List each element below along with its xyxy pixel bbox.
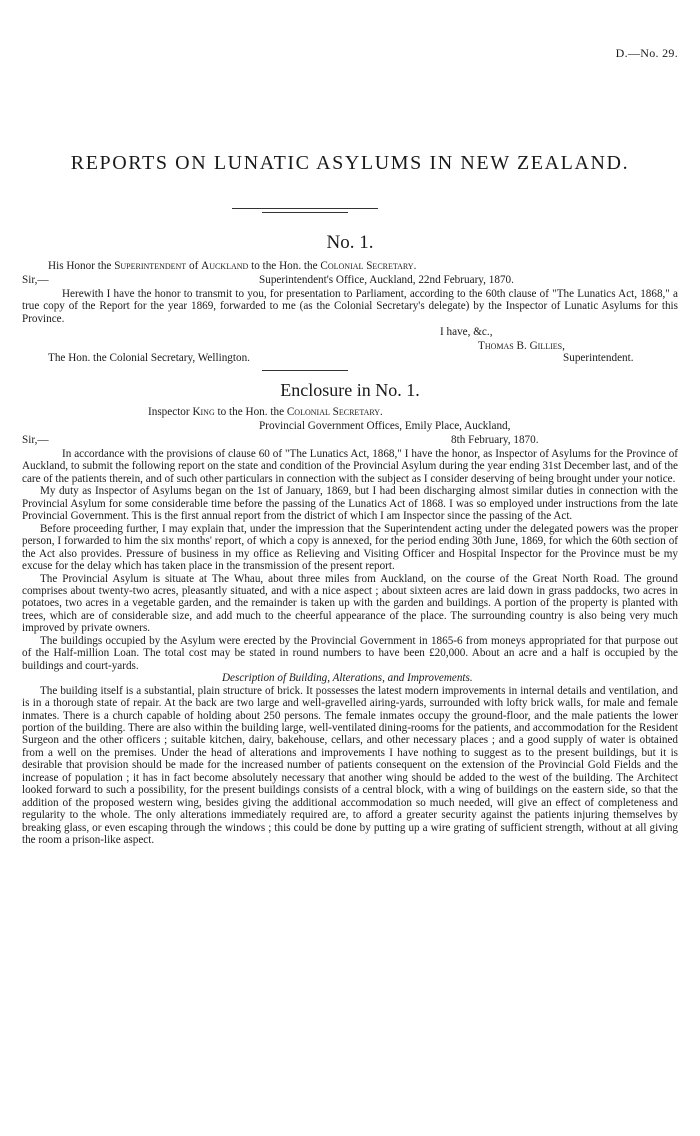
divider-top-2	[262, 212, 348, 213]
letter-signer: Thomas B. Gillies,	[478, 340, 565, 352]
letter-addressee: The Hon. the Colonial Secretary, Wellington.	[48, 352, 250, 364]
enclosure-paragraph: In accordance with the provisions of clause 60 of "The Lunatics Act, 1868," I have the honor, as Inspector of Asylums for the Province of Auckland, to submit the following report on the state and condition of the Provincial Asylum during the year ending 31st December last, and of the care of the patients therein, and of such other particulars in connection with the subject as I consider deserving of being brought under your notice.	[22, 448, 678, 485]
enclosure-body	[22, 448, 678, 847]
enclosure-paragraph: The Provincial Asylum is situate at The Whau, about three miles from Auckland, on the course of the Great North Road. The ground comprises about twenty-two acres, pleasantly situated, and with a nice aspect ; about sixteen acres are laid down in grass paddocks, two acres in potatoes, two acres in a vegetable garden, and the remainder is taken up with the garden and buildings. A portion of the property is planted with trees, which are of considerable size, and add much to the cheerful appearance of the place. The surrounding country is also being very much improved by private owners.	[22, 572, 678, 635]
section-number-heading: No. 1.	[326, 232, 374, 253]
enclosure-paragraph: Before proceeding further, I may explain that, under the impression that the Superintendent acting under the delegated powers was the proper person, I forwarded to him the six months' report, of which a copy is annexed, for the period ending 30th June, 1869, for which the 60th section of the Act also provides. Pressure of business in my office as Relieving and Visiting Officer and Hospital Inspector for the Province must be my excuse for the delay which has taken place in the transmission of the present report.	[22, 522, 678, 573]
letter-signer-title: Superintendent.	[563, 352, 634, 364]
enclosure-from-line: Inspector King to the Hon. the Colonial Secretary.	[148, 406, 383, 418]
section-subheading: Description of Building, Alterations, and Improvements.	[222, 672, 473, 685]
divider-middle	[262, 370, 348, 371]
enclosure-salutation: Sir,—	[22, 434, 49, 446]
page-title: REPORTS ON LUNATIC ASYLUMS IN NEW ZEALAND.	[70, 152, 630, 174]
letter-from-line: His Honor the Superintendent of Auckland to the Hon. the Colonial Secretary.	[48, 260, 417, 272]
letter-office: Superintendent's Office, Auckland, 22nd February, 1870.	[259, 274, 514, 286]
letter-closing: I have, &c.,	[440, 326, 493, 338]
letter-salutation: Sir,—	[22, 274, 49, 286]
letter-body: Herewith I have the honor to transmit to you, for presentation to Parliament, according to the 60th clause of "The Lunatics Act, 1868," a true copy of the Report for the year 1869, forwarded to me (as the Colonial Secretary's delegate) by the Inspector of Lunatic Asylums for this Province.	[22, 288, 678, 325]
page-reference: D.—No. 29.	[615, 46, 678, 60]
enclosure-paragraph: The building itself is a substantial, plain structure of brick. It possesses the latest modern improvements in internal details and ventilation, and is in a thorough state of repair. At the back are two large and well-gravelled airing-yards, surrounded with lofty brick walls, for male and female inmates. There is a church capable of holding about 250 persons. The female inmates occupy the ground-floor, and the male patients the lower portion of the building. There are also within the building large, well-ventilated dining-rooms for the patients, and accommodation for the Resident Surgeon and the other officers ; suitable kitchen, dairy, bakehouse, cellars, and other necessary places ; and a good supply of water is obtained from a well on the premises. Under the head of alterations and improvements I have nothing to suggest as to the present buildings, but it is desirable that provision should be made for the increased number of patients consequent on the extension of the Provincial Gold Fields and the increase of population ; it has in fact become absolutely necessary that another wing should be added to the west of the building. The Architect looked forward to such a possibility, for the present buildings consists of a central block, with a wing of buildings on the eastern side, so that the addition of the proposed western wing, besides giving the additional accommodation so much needed, will give an effect of completeness and regularity to the whole. The only alterations immediately required are, to afford a greater security against the patients injuring themselves by breaking glass, or even escaping through the windows ; this could be done by putting up a wire grating of sufficient strength, without at all giving the room a prison-like aspect.	[22, 684, 678, 847]
divider-top	[232, 208, 378, 209]
enclosure-office: Provincial Government Offices, Emily Place, Auckland,	[259, 420, 511, 432]
enclosure-date: 8th February, 1870.	[451, 434, 539, 446]
enclosure-heading: Enclosure in No. 1.	[280, 380, 420, 400]
enclosure-paragraph: The buildings occupied by the Asylum were erected by the Provincial Government in 1865-6 from moneys appropriated for that purpose out of the Half-million Loan. The total cost may be stated in round numbers to have been £20,000. About an acre and a half is occupied by the buildings and court-yards.	[22, 634, 678, 672]
enclosure-paragraph: My duty as Inspector of Asylums began on the 1st of January, 1869, but I had been discharging almost similar duties in connection with the Provincial Asylum for some considerable time before the passing of the Lunatics Act of 1868. I was so employed under instructions from the late Provincial Government. This is the first annual report from the district of which I am Inspector since the passing of the Act.	[22, 485, 678, 523]
